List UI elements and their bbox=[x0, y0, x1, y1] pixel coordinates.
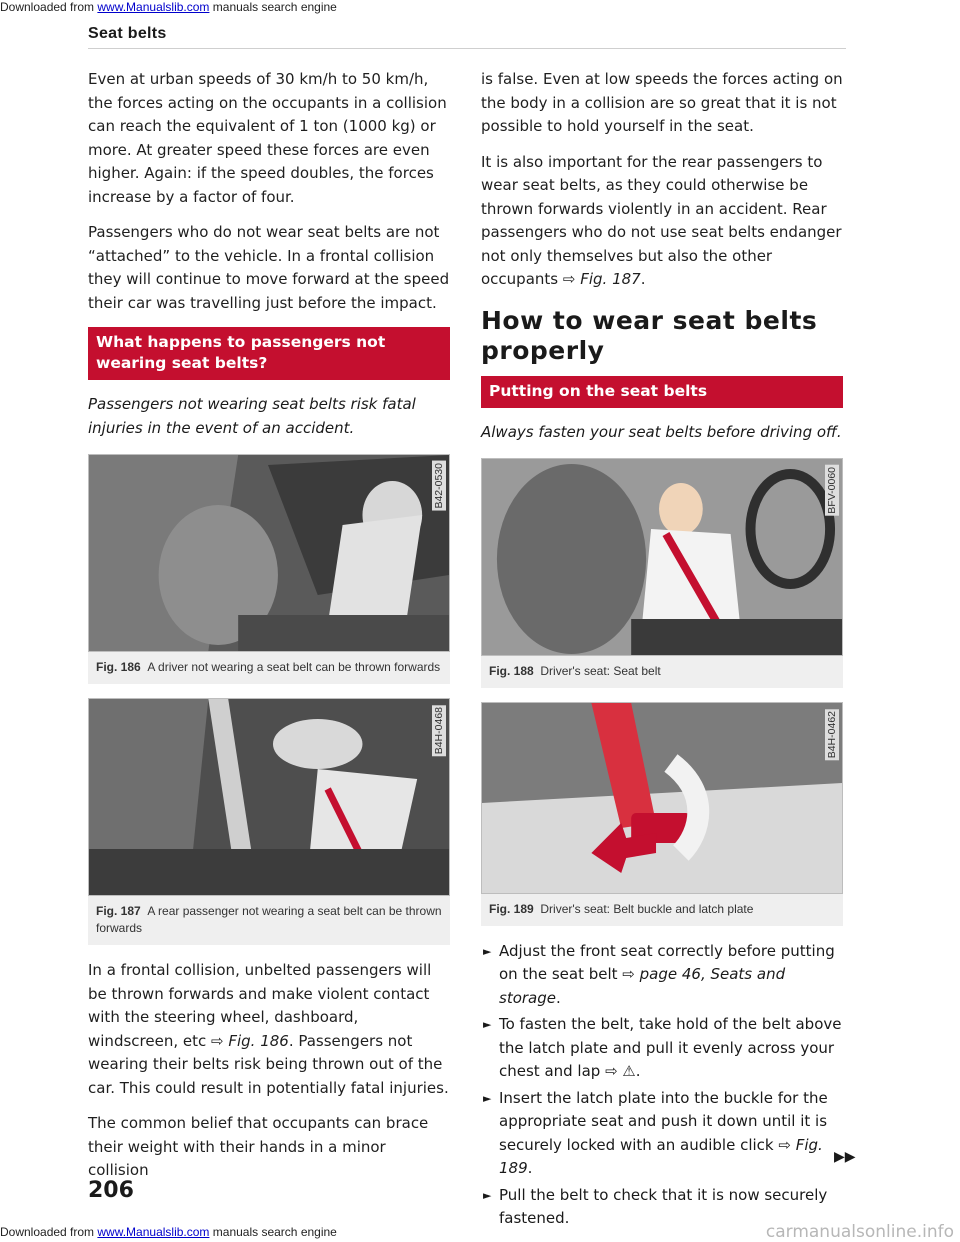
figure-189-caption: Fig. 189 Driver's seat: Belt buckle and latch plate bbox=[489, 901, 754, 916]
paragraph-false-belief: is false. Even at low speeds the forces acting on the body in a collision are so great that it is not possible to hold yourself in the seat. bbox=[481, 70, 843, 135]
manualslib-link-bottom[interactable]: www.Manualslib.com bbox=[97, 1225, 210, 1239]
step-adjust-seat: ► Adjust the front seat correctly before putting on the seat belt ⇨ page 46, Seats and storage. bbox=[483, 941, 835, 1007]
bullet-icon: ► bbox=[483, 944, 492, 958]
figure-186-caption: Fig. 186 A driver not wearing a seat belt can be thrown forwards bbox=[96, 660, 441, 674]
paragraph-frontal-collision: In a frontal collision, unbelted passengers will be thrown forwards and make violent contact with the steering wheel, dashboard, windscreen, etc ⇨ Fig. 186. Passengers not wearing their belts risk being thrown out of the car. This could result in potentially fatal injuries. bbox=[88, 961, 449, 1097]
figure-186 bbox=[88, 454, 450, 684]
figure-186-image bbox=[88, 454, 450, 652]
intro-fasten-belts: Always fasten your seat belts before driving off. bbox=[481, 422, 842, 441]
page-header bbox=[88, 22, 846, 49]
fig-186-reference[interactable]: ⇨ Fig. 186 bbox=[211, 1031, 289, 1050]
manualslib-link-top[interactable]: www.Manualslib.com bbox=[97, 0, 210, 14]
left-column bbox=[88, 68, 450, 1195]
continue-arrow-icon: ▶▶ bbox=[834, 1148, 856, 1164]
section-heading: How to wear seat belts properly bbox=[481, 305, 818, 365]
figure-187-code: B4H-0468 bbox=[433, 707, 445, 755]
bullet-icon: ► bbox=[483, 1091, 492, 1105]
paragraph-not-attached: Passengers who do not wear seat belts are not “attached” to the vehicle. In a frontal collision they will continue to move forward at the speed their car was travelling just before the impact. bbox=[88, 223, 450, 312]
chapter-title: Seat belts bbox=[88, 25, 167, 42]
heading-putting-on-belts: Putting on the seat belts bbox=[481, 376, 843, 408]
driver-thrown-illustration bbox=[89, 455, 449, 651]
bullet-icon: ► bbox=[483, 1188, 492, 1202]
figure-187 bbox=[88, 698, 450, 945]
step-insert-latch: ► Insert the latch plate into the buckle for the appropriate seat and push it down until it is securely locked with an audible click ⇨ Fig. 189. bbox=[483, 1088, 828, 1177]
figure-189 bbox=[481, 702, 843, 926]
step-check-belt: ► Pull the belt to check that it is now securely fastened. bbox=[483, 1185, 828, 1227]
figure-188-image bbox=[481, 458, 843, 656]
paragraph-common-belief: The common belief that occupants can brace their weight with their hands in a minor collision bbox=[88, 1114, 429, 1179]
figure-187-caption: Fig. 187 A rear passenger not wearing a seat belt can be thrown forwards bbox=[96, 904, 442, 935]
warning-reference[interactable]: ⇨ ⚠ bbox=[605, 1062, 636, 1080]
figure-189-image bbox=[481, 702, 843, 894]
watermark: carmanualsonline.info bbox=[765, 1222, 954, 1242]
figure-186-code: B42-0530 bbox=[433, 463, 445, 509]
paragraph-forces: Even at urban speeds of 30 km/h to 50 km/h, the forces acting on the occupants in a collision can reach the equivalent of 1 ton (1000 kg) or more. At greater speed these forces are even higher. Again: if the speed doubles, the forces increase by a factor of four. bbox=[88, 70, 447, 206]
fig-187-reference[interactable]: ⇨ Fig. 187 bbox=[562, 270, 641, 288]
heading-unbelted-passengers: What happens to passengers not wearing seat belts? bbox=[88, 327, 450, 380]
figure-188 bbox=[481, 458, 843, 688]
intro-fatal-injuries: Passengers not wearing seat belts risk fatal injuries in the event of an accident. bbox=[88, 395, 416, 437]
paragraph-rear-passengers: It is also important for the rear passengers to wear seat belts, as they could otherwise be thrown forwards violently in an accident. Rear passengers who do not use seat belts endanger not only themselves but also the other occupants ⇨ Fig. 187. bbox=[481, 152, 842, 288]
instruction-steps bbox=[481, 940, 843, 1231]
figure-188-caption: Fig. 188 Driver's seat: Seat belt bbox=[489, 663, 661, 678]
seats-storage-reference[interactable]: ⇨ page 46, Seats and storage bbox=[499, 965, 786, 1007]
step-take-belt: ► To fasten the belt, take hold of the belt above the latch plate and pull it evenly across your chest and lap ⇨ ⚠. bbox=[483, 1015, 842, 1080]
driver-seat-belt-illustration bbox=[482, 459, 842, 655]
right-column bbox=[481, 68, 843, 1234]
download-notice-top: Downloaded from www.Manualslib.com manuals search engine bbox=[0, 0, 337, 14]
fig-189-reference[interactable]: ⇨ Fig. 189 bbox=[499, 1135, 823, 1177]
rear-passenger-illustration bbox=[89, 699, 449, 895]
bullet-icon: ► bbox=[483, 1018, 492, 1031]
figure-187-image bbox=[88, 698, 450, 896]
buckle-latch-illustration bbox=[482, 703, 842, 893]
download-notice-bottom: Downloaded from www.Manualslib.com manuals search engine carmanualsonline.info bbox=[0, 1222, 954, 1242]
figure-189-code: B4H-0462 bbox=[826, 710, 838, 758]
figure-188-code: BFV-0060 bbox=[826, 466, 838, 514]
page-number: 206 bbox=[88, 1178, 134, 1203]
